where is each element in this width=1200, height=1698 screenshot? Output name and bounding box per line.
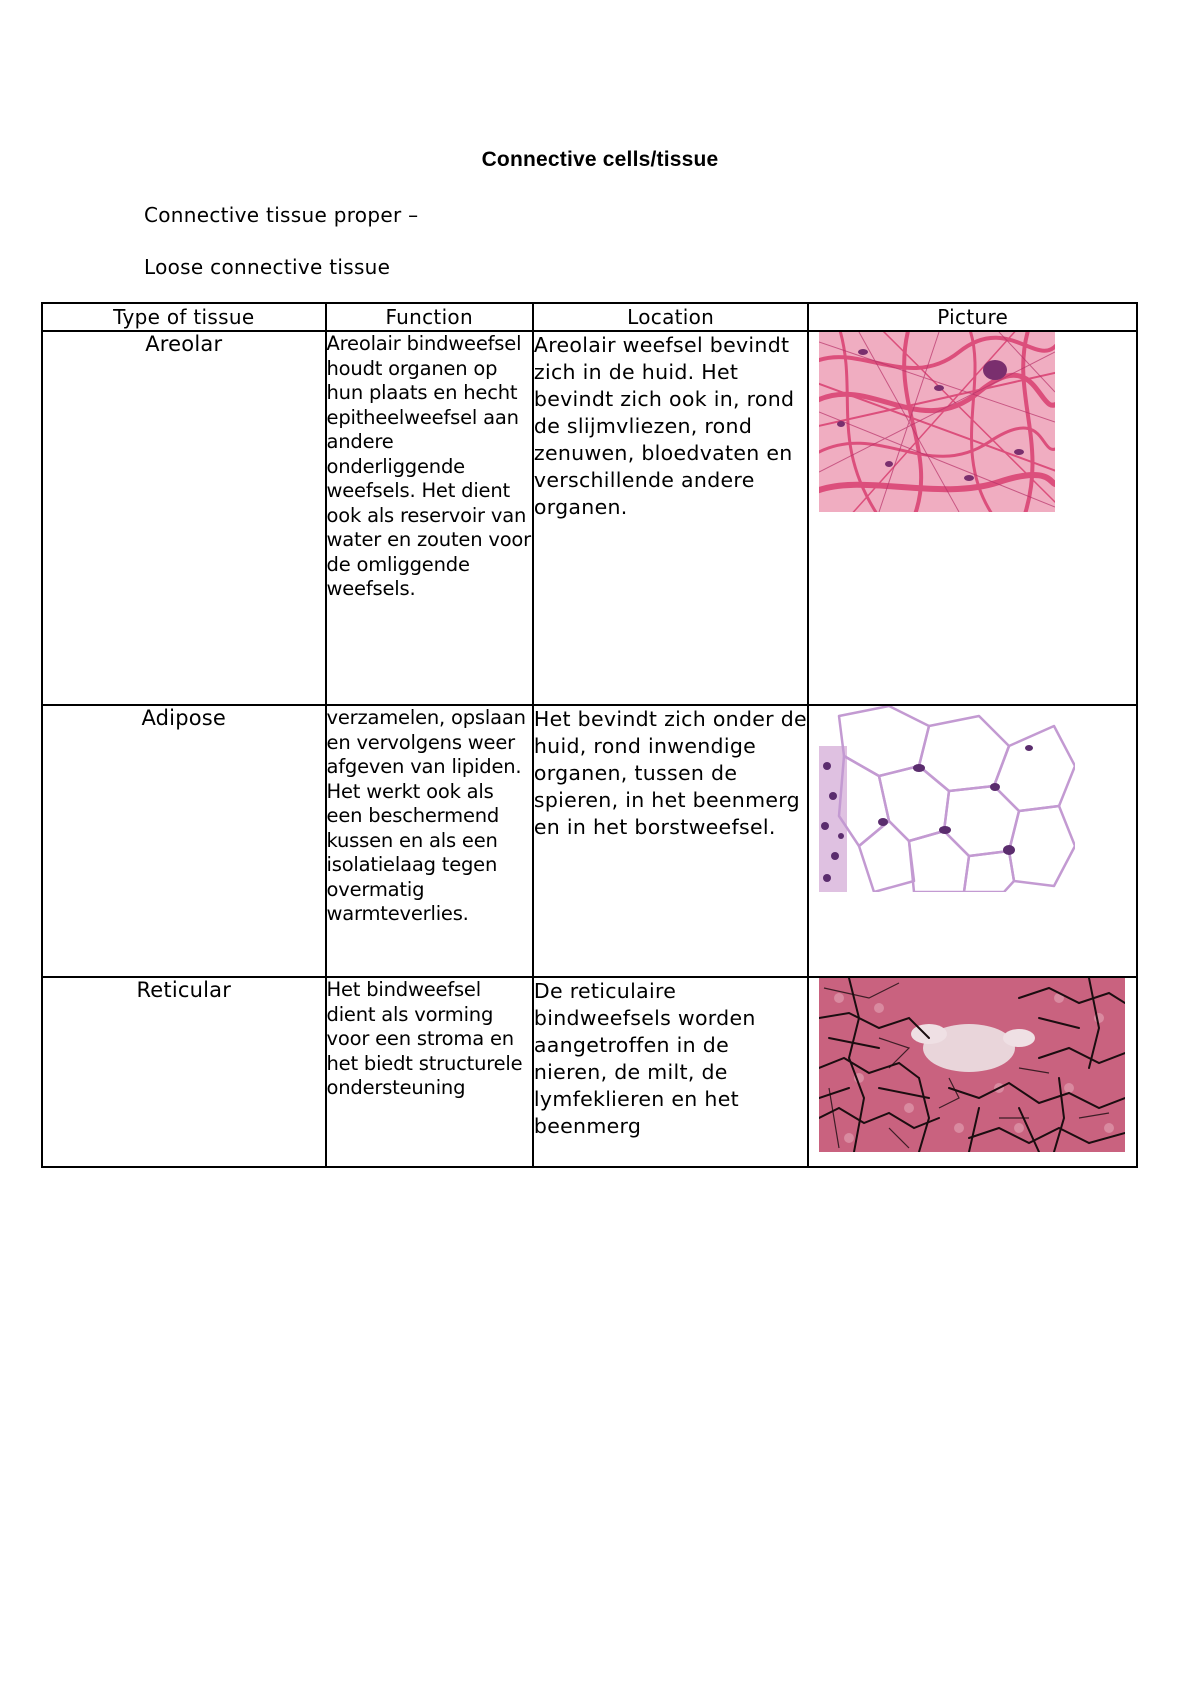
header-type: Type of tissue bbox=[42, 303, 326, 331]
subtitle-loose-connective-tissue: Loose connective tissue bbox=[144, 255, 391, 279]
subtitle-connective-tissue-proper: Connective tissue proper – bbox=[144, 203, 419, 227]
page-title: Connective cells/tissue bbox=[481, 148, 719, 171]
tissue-location: De reticulaire bindweefsels worden aangetroffen in de nieren, de milt, de lymfeklieren en het beenmerg bbox=[533, 977, 809, 1167]
table-row bbox=[42, 331, 1137, 705]
tissue-function: verzamelen, opslaan en vervolgens weer afgeven van lipiden. Het werkt ook als een beschermend kussen en als een isolatielaag tegen overmatig warmteverlies. bbox=[326, 705, 533, 977]
tissue-type: Areolar bbox=[42, 331, 326, 705]
tissue-function: Het bindweefsel dient als vorming voor een stroma en het biedt structurele ondersteuning bbox=[326, 977, 533, 1167]
header-picture: Picture bbox=[808, 303, 1137, 331]
areolar-tissue-micrograph bbox=[819, 332, 1055, 512]
tissue-type: Adipose bbox=[42, 705, 326, 977]
header-function: Function bbox=[326, 303, 533, 331]
table-header-row bbox=[42, 303, 1137, 331]
tissue-type: Reticular bbox=[42, 977, 326, 1167]
table-row bbox=[42, 705, 1137, 977]
table-row bbox=[42, 977, 1137, 1167]
reticular-tissue-micrograph bbox=[819, 978, 1125, 1152]
tissue-picture-cell bbox=[808, 705, 1137, 977]
tissue-location: Het bevindt zich onder de huid, rond inwendige organen, tussen de spieren, in het beenmerg en in het borstweefsel. bbox=[533, 705, 809, 977]
adipose-tissue-micrograph bbox=[819, 706, 1075, 892]
tissue-picture-cell bbox=[808, 977, 1137, 1167]
header-location: Location bbox=[533, 303, 809, 331]
tissue-table bbox=[41, 302, 1138, 1168]
tissue-function: Areolair bindweefsel houdt organen op hun plaats en hecht epitheelweefsel aan andere onderliggende weefsels. Het dient ook als reservoir van water en zouten voor de omliggende weefsels. bbox=[326, 331, 533, 705]
tissue-picture-cell bbox=[808, 331, 1137, 705]
tissue-location: Areolair weefsel bevindt zich in de huid. Het bevindt zich ook in, rond de slijmvliezen, rond zenuwen, bloedvaten en verschillende andere organen. bbox=[533, 331, 809, 705]
